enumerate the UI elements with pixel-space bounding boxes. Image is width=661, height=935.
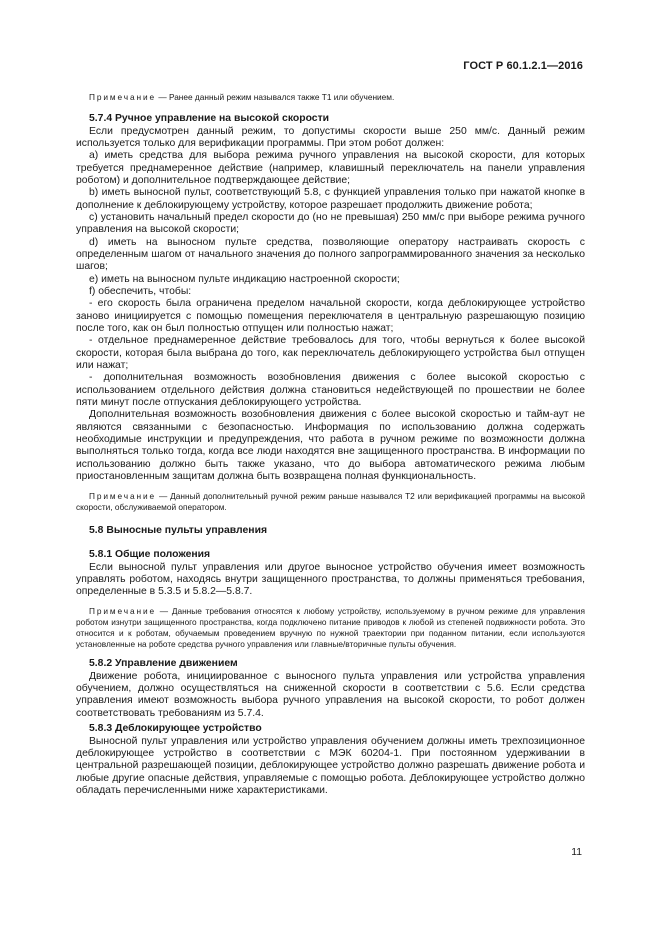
page-number: 11 <box>571 847 582 858</box>
list-item: b) иметь выносной пульт, соответствующий 5.8, с функцией управления только при нажатой кнопке в дополнение к деблокирующему устройству, которое разрешает продолжить движение робота; <box>76 187 585 211</box>
page-content <box>76 92 585 797</box>
section-heading-5-8: 5.8 Выносные пульты управления <box>89 524 268 536</box>
list-item: f) обеспечить, чтобы: <box>89 286 192 298</box>
document-header: ГОСТ Р 60.1.2.1—2016 <box>463 60 583 72</box>
list-item: d) иметь на выносном пульте средства, позволяющие оператору настраивать скорость с определенным шагом от начального значения до полного запрограммированного значения за несколько шагов; <box>76 236 585 273</box>
section-heading-5-8-3: 5.8.3 Деблокирующее устройство <box>89 723 262 735</box>
paragraph: Выносной пульт управления или устройство управления обучением должны иметь трехпозиционное деблокирующее устройство в соответствии с МЭК 60204-1. При постоянном удерживании в центральной разрешающей позиции, деблокирующее устройство должно разрешать движение робота и любые другие опасные действия, управляемые с помощью робота. Деблокирующее устройство должно обладать перечисленными ниже характеристиками. <box>76 735 585 796</box>
section-heading-5-8-2: 5.8.2 Управление движением <box>89 658 238 670</box>
list-item: е) иметь на выносном пульте индикацию настроенной скорости; <box>89 273 400 285</box>
paragraph: Если выносной пульт управления или другое выносное устройство обучения имеет возможность управлять роботом, находясь внутри защищенного пространства, то должны применяться требования, определенные в 5.3.5 и 5.8.2—5.8.7. <box>76 561 585 598</box>
list-item: а) иметь средства для выбора режима ручного управления на высокой скорости, для которых требуется преднамеренное действие (например, клавишный переключатель на панели управления роботом) и дополнительное подтверждающее действие; <box>76 150 585 186</box>
note-3 <box>76 606 585 651</box>
note-text: — Ранее данный режим назывался также Т1 или обучением. <box>156 92 395 102</box>
paragraph: Дополнительная возможность возобновления движения с более высокой скоростью и тайм-аут не являются связанными с безопасностью. Информация по использованию должна содержать необходимые инструкции и предупреждения, что работа в ручном режиме по возможности должна выполняться только тогда, когда все люди находятся вне защищенного пространства. В информации по использованию должно быть также указано, что до выбора автоматического режима любым приостановленным защитам должна быть возвращена полная функциональность. <box>76 409 585 483</box>
paragraph: Движение робота, инициированное с выносного пульта управления или устройства управления обучением, должно осуществляться на сниженной скорости в соответствии с 5.6. Если средства управления имеют возможность выбора ручного управления на высокой скорости, то робот должен соответствовать требованиям из 5.7.4. <box>76 670 585 719</box>
section-heading-5-8-1: 5.8.1 Общие положения <box>89 549 211 561</box>
note-2 <box>76 491 585 513</box>
sub-list-item: - его скорость была ограничена пределом начальной скорости, когда деблокирующее устройство заново инициируется с помощью помещения переключателя в центральную разрешающую позицию после того, как он был полностью отпущен или полностью нажат; <box>76 298 585 335</box>
list-item: с) установить начальный предел скорости до (но не превышая) 250 мм/с при выборе режима ручного управления на высокой скорости; <box>76 211 585 236</box>
note-1 <box>76 92 585 103</box>
note-text: — Данные требования относятся к любому устройству, используемому в ручном режиме для управления роботом изнутри защищенного пространства, когда подключено питание приводов к любой из степеней подвижности робота. Это относится и к роботам, обучаемым проведением вручную по нужной траектории при поданном питании, если используются установленные на роботе средства ручного управления или главные/вторичные пульты обучения. <box>76 605 585 650</box>
note-label: Примечание <box>89 605 157 616</box>
paragraph: Если предусмотрен данный режим, то допустимы скорости выше 250 мм/с. Данный режим используется только для верификации программы. При этом робот должен: <box>76 125 585 149</box>
section-heading-5-7-4: 5.7.4 Ручное управление на высокой скорости <box>89 113 330 125</box>
sub-list-item: - дополнительная возможность возобновления движения с более высокой скоростью с использованием отдельного действия должна становиться недействующей по прошествии не более пяти минут после отпускания деблокирующего устройства. <box>76 372 585 409</box>
note-label: Примечание <box>89 92 157 102</box>
note-text: — Данный дополнительный ручной режим раньше назывался Т2 или верификацией программы на высокой скорости, обслуживаемой оператором. <box>76 490 585 512</box>
sub-list-item: - отдельное преднамеренное действие требовалось для того, чтобы вернуться к более высокой скорости, которая была выбрана до того, как переключатель деблокирующего устройства был отпущен или нажат; <box>76 335 585 372</box>
note-label: Примечание <box>89 490 157 501</box>
